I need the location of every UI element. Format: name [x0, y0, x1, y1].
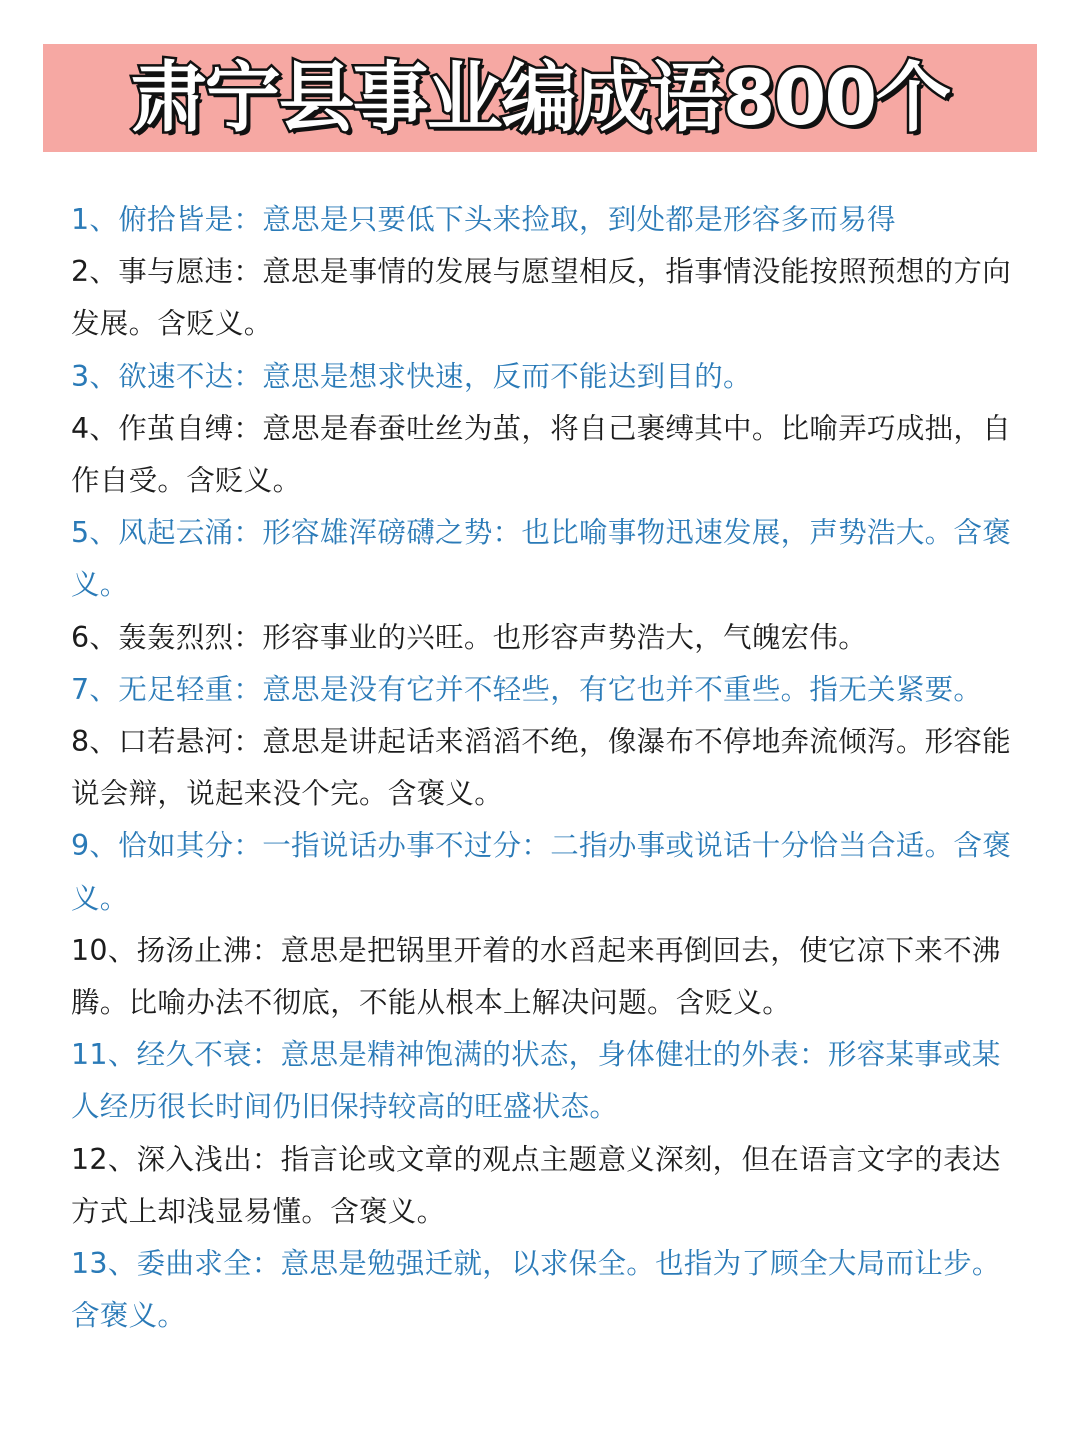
idiom-entry-9: 9、恰如其分：一指说话办事不过分：二指办事或说话十分恰当合适。含褒义。 — [71, 829, 1012, 915]
title-banner — [43, 44, 1037, 152]
idiom-entry-7: 7、无足轻重：意思是没有它并不轻些，有它也并不重些。指无关紧要。 — [71, 672, 983, 706]
idiom-entry-12: 12、深入浅出：指言论或文章的观点主题意义深刻，但在语言文字的表达方式上却浅显易懂。含褒义。 — [71, 1142, 1001, 1228]
idiom-entry-1: 1、俯拾皆是：意思是只要低下头来捡取，到处都是形容多而易得 — [71, 203, 896, 236]
idiom-entry-10: 10、扬汤止沸：意思是把锅里开着的水舀起来再倒回去，使它凉下来不沸腾。比喻办法不彻底，不能从根本上解决问题。含贬义。 — [71, 933, 1001, 1020]
idiom-list — [71, 194, 1021, 1342]
idiom-entry-5: 5、风起云涌：形容雄浑磅礴之势：也比喻事物迅速发展，声势浩大。含褒义。 — [71, 516, 1012, 602]
page-title: 肃宁县事业编成语800个 — [130, 53, 950, 142]
idiom-entry-3: 3、欲速不达：意思是想求快速，反而不能达到目的。 — [71, 359, 752, 393]
idiom-entry-4: 4、作茧自缚：意思是春蚕吐丝为茧，将自己裹缚其中。比喻弄巧成拙，自作自受。含贬义。 — [71, 411, 1012, 498]
idiom-entry-8: 8、口若悬河：意思是讲起话来滔滔不绝，像瀑布不停地奔流倾泻。形容能说会辩，说起来没个完。含褒义。 — [71, 725, 1012, 811]
idiom-entry-13: 13、委曲求全：意思是勉强迁就，以求保全。也指为了顾全大局而让步。含褒义。 — [71, 1247, 1001, 1333]
idiom-entry-11: 11、经久不衰：意思是精神饱满的状态，身体健壮的外表：形容某事或某人经历很长时间仍旧保持较高的旺盛状态。 — [71, 1038, 1001, 1124]
idiom-entry-6: 6、轰轰烈烈：形容事业的兴旺。也形容声势浩大，气魄宏伟。 — [71, 620, 868, 654]
idiom-entry-2: 2、事与愿违：意思是事情的发展与愿望相反，指事情没能按照预想的方向发展。含贬义。 — [71, 255, 1012, 341]
